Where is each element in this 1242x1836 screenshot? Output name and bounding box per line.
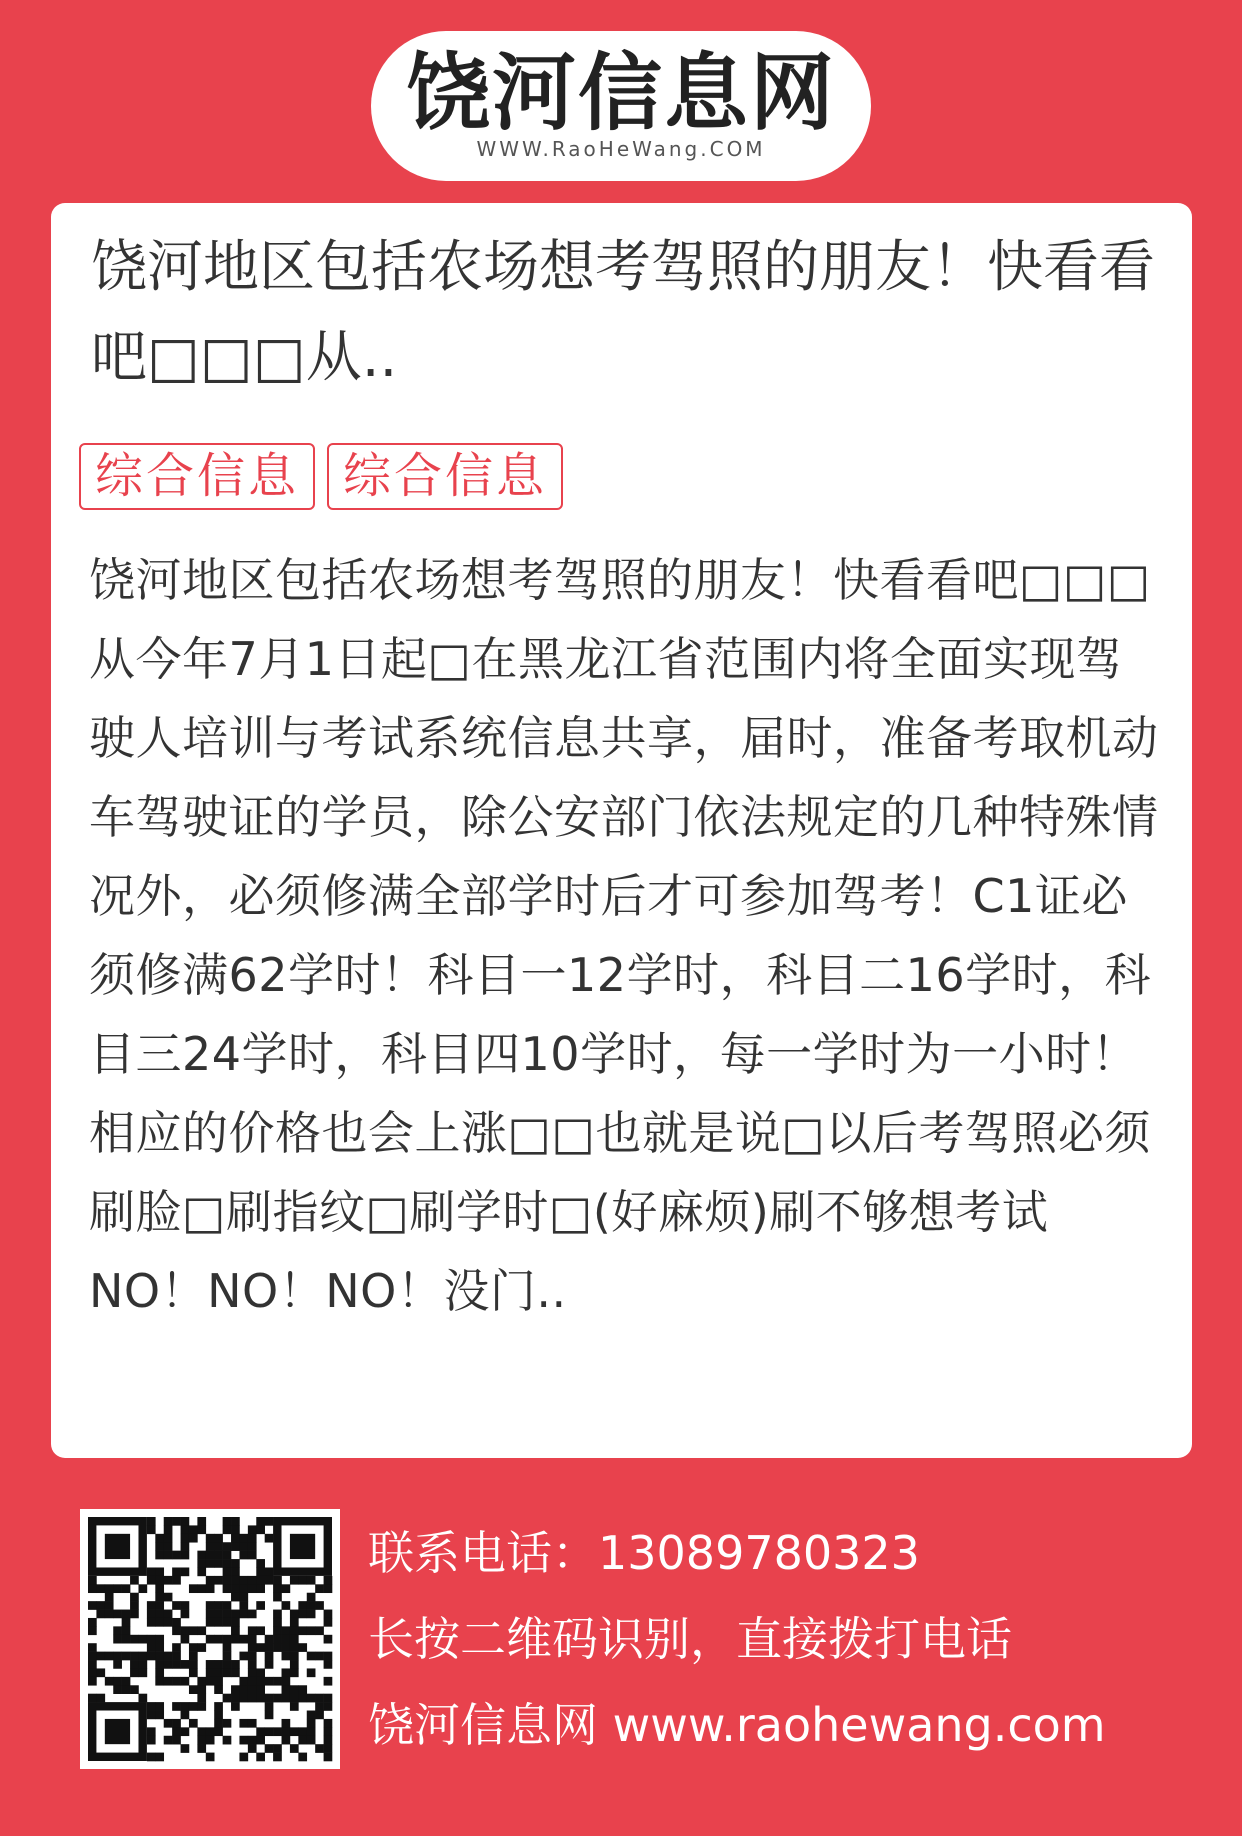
tag-list [79, 443, 575, 510]
phone-line[interactable]: 联系电话：13089780323 [368, 1526, 920, 1580]
category-tag[interactable]: 综合信息 [79, 443, 315, 510]
article-card [51, 203, 1192, 1458]
article-body: 饶河地区包括农场想考驾照的朋友！快看看吧□□□从今年7月1日起□在黑龙江省范围内将全面实现驾驶人培训与考试系统信息共享，届时，准备考取机动车驾驶证的学员，除公安部门依法规定的几种特殊情况外，必须修满全部学时后才可参加驾考！C1证必须修满62学时！科目一12学时，科目二16学时，科目三24学时，科目四10学时，每一学时为一小时！相应的价格也会上涨□□也就是说□以后考驾照必须刷脸□刷指纹□刷学时□(好麻烦)刷不够想考试NO！NO！NO！没门.. [89, 553, 1159, 1318]
logo-url: WWW.RaoHeWang.COM [476, 137, 766, 161]
site-line[interactable]: 饶河信息网 www.raohewang.com [368, 1698, 1106, 1752]
qr-code-icon[interactable] [80, 1509, 340, 1769]
qr-code-graphic [80, 1509, 340, 1769]
article-title: 饶河地区包括农场想考驾照的朋友！快看看吧□□□从.. [91, 235, 1155, 390]
site-logo [371, 31, 871, 181]
qr-hint: 长按二维码识别，直接拨打电话 [368, 1612, 1012, 1666]
category-tag[interactable]: 综合信息 [327, 443, 563, 510]
logo-title: 饶河信息网 [405, 44, 836, 142]
contact-info [368, 1510, 1106, 1768]
